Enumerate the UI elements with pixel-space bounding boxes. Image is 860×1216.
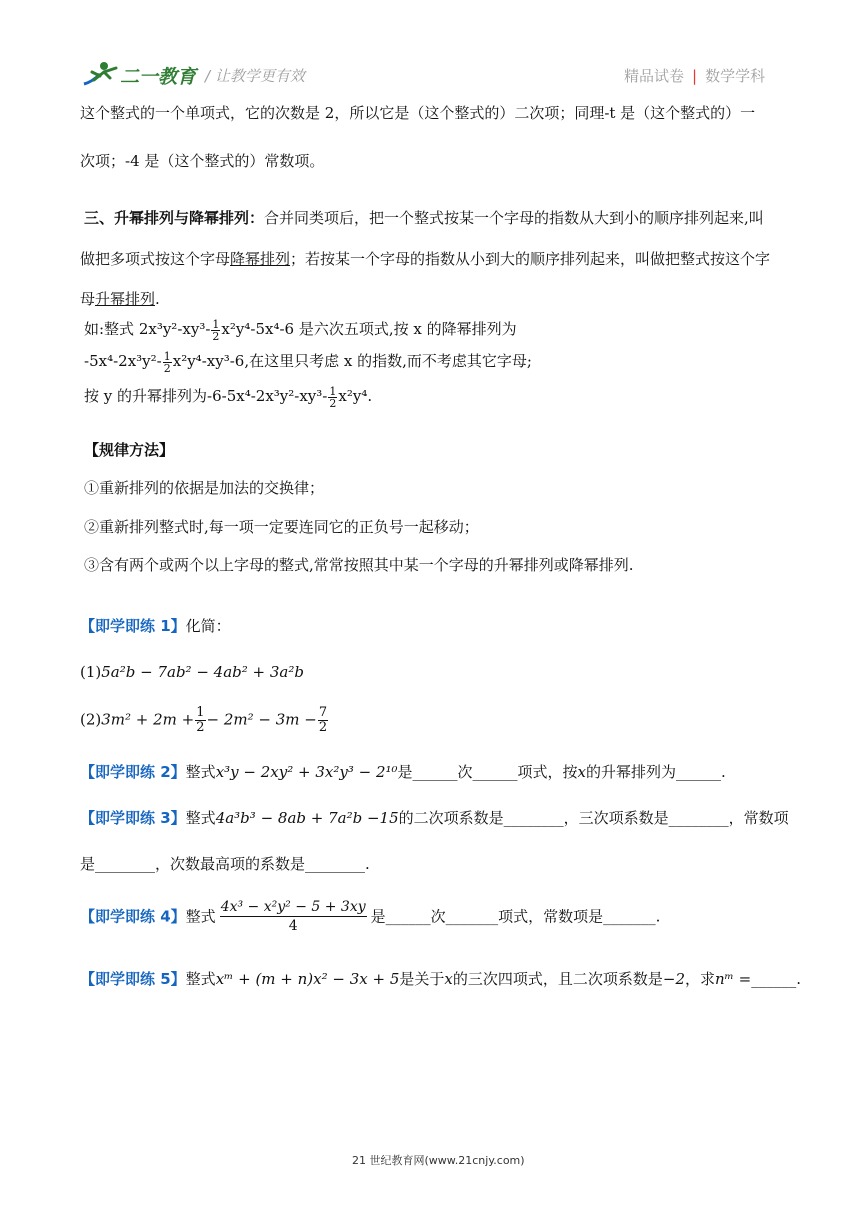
practice-3-text-a: 整式 [185,809,216,827]
fraction-half [163,351,172,374]
slogan: / 让教学更有效 [205,67,305,85]
fraction-denominator: 2 [196,720,205,735]
practice-3-label: 【即学即练 3】 [80,809,186,827]
practice-3-line-2: 是________，次数最高项的系数是________. [80,855,370,873]
practice-2-var: x [577,763,586,781]
practice-5-ask: nᵐ = [715,970,752,988]
practice-5-text-a: 整式 [185,970,216,988]
example-line-2 [84,349,532,374]
practice-3-text-b: 的二次项系数是________，三次项系数是________，常数项 [398,809,789,827]
fraction-denominator: 2 [163,361,171,375]
header-logo [80,58,320,92]
fraction-one-half [195,706,205,735]
example-2a: -5x⁴-2x³y²- [84,352,162,370]
simplify-2a: 3m² + 2m + [101,710,195,729]
practice-5 [80,967,801,991]
practice-5-text-e: ______. [751,970,801,988]
practice-5-label: 【即学即练 5】 [80,970,186,988]
fraction-denominator: 2 [318,720,328,735]
body-line-1: 这个整式的一个单项式，它的次数是 2，所以它是（这个整式的）二次项；同理-t 是（这个整式的）一 [80,104,756,122]
example-2b: x²y⁴-xy³-6,在这里只考虑 x 的指数,而不考虑其它字母; [172,352,532,370]
practice-4 [80,898,660,935]
practice-2-text-b: 是______次______项式，按 [397,763,578,781]
practice-5-var: x [444,970,453,988]
practice-4-text-b: 是______次_______项式，常数项是_______. [370,907,661,926]
fraction-numerator: 1 [329,384,337,398]
section3-line-3 [80,287,160,311]
logo-text: 二一教育 [120,66,197,88]
practice-2-text-a: 整式 [185,763,216,781]
section3-line-1 [84,206,764,230]
section3-title: 三、升幂排列与降幂排列： [84,209,265,227]
simplify-1-expr: 5a²b − 7ab² − 4ab² + 3a²b [101,663,304,681]
fraction-half [211,319,220,342]
section3-text-3a: 母 [80,290,96,308]
practice-2-text-c: 的升幂排列为______. [586,763,726,781]
example-1b: x²y⁴-5x⁴-6 是六次五项式,按 x 的降幂排列为 [221,320,517,338]
practice-5-expr: xᵐ + (m + n)x² − 3x + 5 [215,970,400,988]
simplify-2-label: (2) [80,710,102,729]
practice-1 [80,614,231,638]
practice-2-expr: x³y − 2xy² + 3x²y³ − 2¹⁰ [215,763,398,781]
fraction-half [328,386,337,409]
rule-title: 【规律方法】 [84,441,175,459]
section3-text-3b: . [155,290,160,308]
example-3b: x²y⁴. [338,387,373,405]
practice-4-text-a: 整式 [185,907,216,926]
simplify-1 [80,660,304,684]
practice-5-text-c: 的三次四项式，且二次项系数是 [452,970,663,988]
simplify-1-label: (1) [80,663,102,681]
practice-4-label: 【即学即练 4】 [80,907,186,926]
practice-5-text-b: 是关于 [399,970,445,988]
practice-2-label: 【即学即练 2】 [80,763,186,781]
section3-text-2b: ；若按某一个字母的指数从小到大的顺序排列起来，叫做把整式按这个字 [290,250,771,268]
practice-3-expr: 4a³b³ − 8ab + 7a²b −15 [215,809,399,827]
practice-1-text: 化简： [185,617,231,635]
header-subject [624,65,765,86]
fraction-numerator: 1 [163,349,171,363]
fraction-denominator: 4 [288,918,298,934]
example-1a: 如:整式 2x³y²-xy³- [84,320,211,338]
page-footer: 21 世纪教育网(www.21cnjy.com) [352,1154,525,1167]
header-right-right: 数学学科 [705,67,766,85]
practice-5-text-d: ，求 [685,970,716,988]
practice-2 [80,760,726,784]
simplify-2b: − 2m² − 3m − [206,710,317,729]
term-descending: 降幂排列 [230,250,291,268]
fraction-numerator: 4x³ − x²y² − 5 + 3xy [220,899,366,915]
fraction-numerator: 1 [212,317,220,331]
example-3a: 按 y 的升幂排列为-6-5x⁴-2x³y²-xy³- [84,387,328,405]
header-separator: | [692,67,698,85]
section3-line-2 [80,247,770,271]
simplify-2 [80,706,329,735]
section3-text-2a: 做把多项式按这个字母 [80,250,231,268]
fraction-numerator: 7 [318,705,328,720]
rule-2: ②重新排列整式时,每一项一定要连同它的正负号一起移动； [84,518,479,536]
header-right-left: 精品试卷 [624,67,685,85]
example-line-1 [84,317,517,342]
body-line-2: 次项；-4 是（这个整式的）常数项。 [80,152,325,170]
example-line-3 [84,384,372,409]
practice-4-fraction [220,898,367,935]
section3-text: 合并同类项后，把一个整式按某一个字母的指数从大到小的顺序排列起来,叫 [264,209,764,227]
fraction-seven-half [318,706,328,735]
practice-3 [80,806,789,830]
rule-3: ③含有两个或两个以上字母的整式,常常按照其中某一个字母的升幂排列或降幂排列. [84,556,634,574]
practice-5-neg2: −2 [662,970,685,988]
term-ascending: 升幂排列 [95,290,156,308]
runner-logo-icon [80,60,122,88]
fraction-numerator: 1 [196,705,205,720]
fraction-denominator: 2 [212,329,220,343]
practice-1-label: 【即学即练 1】 [80,617,186,635]
fraction-denominator: 2 [329,396,337,410]
rule-1: ①重新排列的依据是加法的交换律； [84,479,325,497]
